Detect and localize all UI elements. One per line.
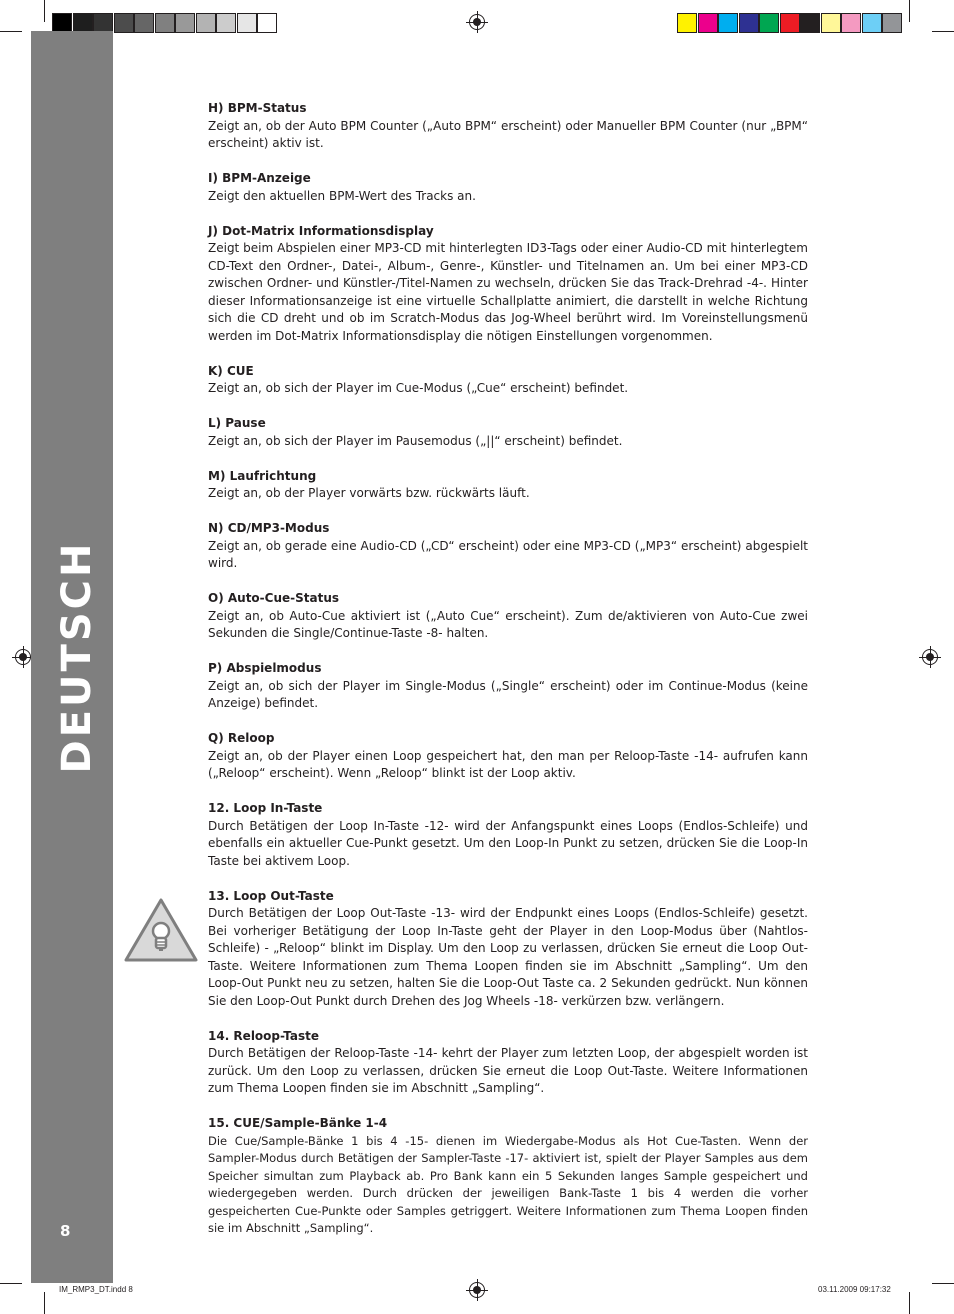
section-body: Zeigt an, ob Auto-Cue aktiviert ist („Auto Cue“ erscheint). Zum de/aktivieren von Auto-Cue zwei Sekunden die Single/Continue-Taste -8- halten.: [208, 608, 808, 640]
section-cd-mp3-modus: [208, 520, 808, 573]
section-heading: H) BPM-Status: [208, 101, 307, 115]
color-swatch: [134, 13, 154, 33]
color-swatch: [800, 13, 820, 33]
section-body: Zeigt an, ob der Player vorwärts bzw. rückwärts läuft.: [208, 486, 530, 500]
section-heading: L) Pause: [208, 416, 266, 430]
section-heading: M) Laufrichtung: [208, 468, 317, 483]
section-body: Durch Betätigen der Loop Out-Taste -13- wird der Endpunkt eines Loops (Endlos-Schleife) gesetzt. Bei vorheriger Betätigung der Loop In-Taste geht der Player in den Loop-Modus über (Nahtlos-Schleife) - „Reloop“ blinkt im Display. Um den Loop zu verlassen, drücken Sie erneut die Loop Out-Taste. Weitere Informationen zum Thema Loopen finden sie im Abschnitt „Sampling“. Um den Loop-Out Punkt neu zu setzen, halten Sie die Loop-Out Taste ca. 2 Sekunden gedrückt. Nun können Sie den Loop-Out Punkt durch Drehen des Jog Wheels -18- verkürzen bzw. verlängern.: [208, 906, 808, 1008]
section-reloop-taste: [208, 1028, 808, 1098]
warning-lightbulb-icon: [123, 896, 199, 964]
language-label: DEUTSCH: [54, 540, 100, 774]
color-swatch: [780, 13, 800, 33]
section-heading: Q) Reloop: [208, 731, 275, 745]
crop-mark: [932, 31, 954, 32]
section-loop-in-taste: [208, 800, 808, 870]
color-swatch: [841, 13, 861, 33]
color-swatch: [73, 13, 93, 33]
color-swatch: [93, 13, 113, 33]
section-heading: I) BPM-Anzeige: [208, 171, 311, 185]
section-body: Zeigt an, ob sich der Player im Pausemodus („||“ erscheint) befindet.: [208, 433, 623, 448]
section-heading: 15. CUE/Sample-Bänke 1-4: [208, 1116, 388, 1130]
page-number: 8: [60, 1222, 71, 1240]
color-swatch: [821, 13, 841, 33]
color-swatch: [155, 13, 175, 33]
color-swatch: [862, 13, 882, 33]
section-body: Durch Betätigen der Reloop-Taste -14- kehrt der Player zum letzten Loop, der abgespielt worden ist zurück. Um den Loop zu verlassen, drücken Sie erneut die Loop Out-Taste. Weitere Informationen zum Thema Loopen finden sie im Abschnitt „Sampling“.: [208, 1046, 808, 1095]
section-bpm-status: [208, 100, 808, 153]
section-dot-matrix-display: [208, 223, 808, 346]
color-swatch: [237, 13, 257, 33]
color-swatch: [759, 13, 779, 33]
section-heading: J) Dot-Matrix Informationsdisplay: [208, 223, 434, 238]
main-content: [208, 100, 808, 1255]
section-body: Zeigt an, ob sich der Player im Cue-Modus („Cue“ erscheint) befindet.: [208, 381, 629, 395]
section-abspielmodus: [208, 660, 808, 713]
section-cue-sample-banks: [208, 1115, 808, 1238]
section-body: Durch Betätigen der Loop In-Taste -12- wird der Anfangspunkt eines Loops (Endlos-Schleife) und ebenfalls ein aktueller Cue-Punkt gesetzt. Um den Loop-In Punkt zu setzen, drücken Sie die Loop-In Taste bei aktivem Loop.: [208, 818, 808, 868]
color-swatch: [52, 13, 72, 33]
section-heading: N) CD/MP3-Modus: [208, 521, 330, 535]
section-body: Die Cue/Sample-Bänke 1 bis 4 -15- dienen im Wiedergabe-Modus als Hot Cue-Tasten. Wenn der Sampler-Modus durch Betätigen der Sampler-Taste -17- aktiviert ist, spielt der Player Samples aus dem Speicher simultan zum Playback ab. Pro Bank kann ein 5 Sekunden langes Sample gespeichert und wiedergegeben werden. Durch drücken der jeweiligen Bank-Taste 1 bis 4 werden die vorher gespeicherten Cue-Punkte oder Samples getriggert. Weitere Informationen zum Thema Loopen finden sie im Abschnitt „Sampling“.: [208, 1133, 808, 1235]
color-swatch: [677, 13, 697, 33]
crop-mark: [0, 1283, 22, 1284]
section-bpm-anzeige: [208, 170, 808, 205]
registration-mark-icon: [469, 14, 485, 30]
section-heading: K) CUE: [208, 363, 254, 378]
section-body: Zeigt den aktuellen BPM-Wert des Tracks an.: [208, 188, 476, 203]
section-heading: P) Abspielmodus: [208, 661, 322, 675]
registration-mark-icon: [469, 1282, 485, 1298]
crop-mark: [909, 0, 910, 22]
section-reloop: [208, 730, 808, 783]
section-heading: 13. Loop Out-Taste: [208, 888, 334, 903]
section-cue: [208, 363, 808, 398]
color-swatch: [698, 13, 718, 33]
section-body: Zeigt an, ob der Player einen Loop gespeichert hat, den man per Reloop-Taste -14- aufrufen kann („Reloop“ erscheint). Wenn „Reloop“ blinkt ist der Loop aktiv.: [208, 748, 808, 780]
section-heading: O) Auto-Cue-Status: [208, 591, 340, 605]
crop-mark: [44, 1292, 45, 1314]
registration-mark-icon: [15, 649, 31, 665]
color-swatch: [114, 13, 134, 33]
section-pause: [208, 415, 808, 450]
footer-file-label: IM_RMP3_DT.indd 8: [59, 1285, 133, 1294]
section-body: Zeigt an, ob der Auto BPM Counter („Auto BPM“ erscheint) oder Manueller BPM Counter (nur „BPM“ erscheint) aktiv ist.: [208, 118, 808, 150]
color-swatch: [739, 13, 759, 33]
crop-mark: [0, 31, 22, 32]
registration-mark-icon: [922, 649, 938, 665]
section-loop-out-taste: [208, 888, 808, 1011]
section-auto-cue-status: [208, 590, 808, 643]
crop-mark: [932, 1283, 954, 1284]
section-body: Zeigt an, ob gerade eine Audio-CD („CD“ erscheint) oder eine MP3-CD („MP3“ erscheint) abgespielt wird.: [208, 538, 808, 570]
section-body: Zeigt beim Abspielen einer MP3-CD mit hinterlegten ID3-Tags oder einer Audio-CD mit hinterlegtem CD-Text den Ordner-, Datei-, Album-, Genre-, Künstler- und Titelnamen an. Um bei einer MP3-CD zwischen Ordner- und Künstler-/Titel-Namen zu wechseln, drücken Sie das Track-Drehrad -4-. Hinter dieser Informationsanzeige ist eine virtuelle Schallplatte animiert, die darstellt in welche Richtung sich die CD dreht und ob im Scratch-Modus das Jog-Wheel berührt wird. Im Voreinstellungsmenü werden im Dot-Matrix Informationsdisplay die nötigen Einstellungen vorgenommen.: [208, 241, 808, 343]
color-swatch: [882, 13, 902, 33]
color-swatch: [196, 13, 216, 33]
color-swatch: [257, 13, 277, 33]
color-swatch: [175, 13, 195, 33]
crop-mark: [909, 1292, 910, 1314]
section-laufrichtung: [208, 468, 808, 503]
section-heading: 14. Reloop-Taste: [208, 1028, 319, 1043]
section-heading: 12. Loop In-Taste: [208, 801, 323, 815]
section-body: Zeigt an, ob sich der Player im Single-Modus („Single“ erscheint) oder im Continue-Modus (keine Anzeige) befindet.: [208, 678, 808, 710]
color-swatch: [216, 13, 236, 33]
footer-timestamp: 03.11.2009 09:17:32: [818, 1285, 891, 1294]
crop-mark: [44, 0, 45, 22]
color-swatch: [718, 13, 738, 33]
